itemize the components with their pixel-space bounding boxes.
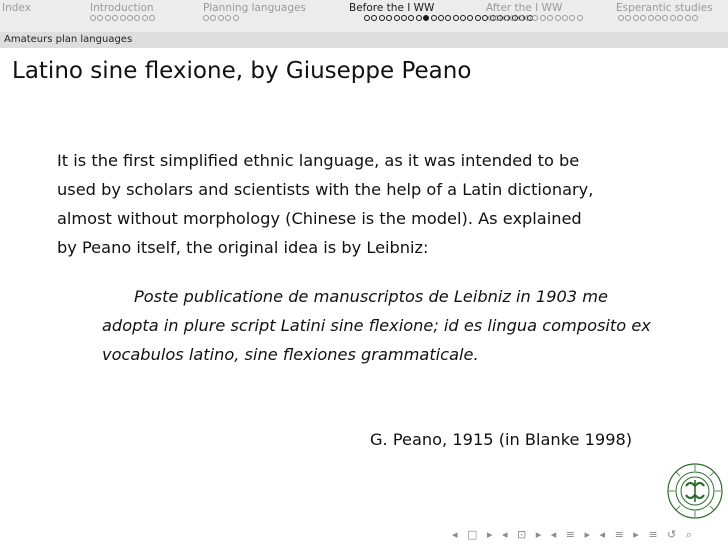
section-icon[interactable]: ≡	[565, 528, 575, 541]
nav-section-label[interactable]: Before the I WW	[349, 2, 435, 14]
body-text	[57, 146, 677, 262]
nav-section-index[interactable]	[2, 2, 31, 14]
next-frame-icon[interactable]: ▸	[486, 528, 493, 541]
frame-dot[interactable]	[371, 15, 377, 21]
frame-dot[interactable]	[460, 15, 466, 21]
frame-dot[interactable]	[97, 15, 103, 21]
frame-dot[interactable]	[510, 15, 516, 21]
frame-icon[interactable]: □	[467, 528, 478, 541]
frame-dot[interactable]	[445, 15, 451, 21]
frame-dot[interactable]	[127, 15, 133, 21]
search-icon[interactable]: ⌕	[685, 528, 692, 541]
frame-dot[interactable]	[379, 15, 385, 21]
frame-dot[interactable]	[210, 15, 216, 21]
next-doc-icon[interactable]: ▸	[633, 528, 639, 541]
frame-dot[interactable]	[488, 15, 494, 21]
prev-section-icon[interactable]: ◂	[550, 528, 557, 541]
frame-dot[interactable]	[142, 15, 148, 21]
frame-title: Latino sine flexione, by Giuseppe Peano	[12, 58, 472, 84]
frame-dot[interactable]	[577, 15, 583, 21]
body-line: used by scholars and scientists with the help of a Latin dictionary,	[57, 180, 594, 199]
subsection-bar	[0, 32, 728, 48]
nav-section-label[interactable]: Introduction	[90, 2, 154, 14]
peano-quote	[102, 282, 662, 369]
frame-dot[interactable]	[648, 15, 654, 21]
frame-dot[interactable]	[438, 15, 444, 21]
nav-section-label[interactable]: Esperantic studies	[616, 2, 713, 14]
body-line: by Peano itself, the original idea is by Leibniz:	[57, 238, 429, 257]
citation: G. Peano, 1915 (in Blanke 1998)	[370, 430, 633, 449]
frame-dot[interactable]	[203, 15, 209, 21]
prev-subsection-icon[interactable]: ◂	[501, 528, 508, 541]
current-frame-dot[interactable]	[423, 15, 429, 21]
frame-dots-after-the-i-ww	[488, 15, 584, 25]
subsection-title: Amateurs plan languages	[4, 34, 133, 45]
prev-frame-icon[interactable]: ◂	[452, 528, 458, 541]
nav-section-label[interactable]: After the I WW	[486, 2, 563, 14]
frame-dot[interactable]	[401, 15, 407, 21]
frame-dot[interactable]	[495, 15, 501, 21]
frame-dot[interactable]	[364, 15, 370, 21]
nav-section-introduction[interactable]	[90, 2, 154, 14]
back-icon[interactable]: ↺	[667, 528, 677, 541]
frame-dot[interactable]	[120, 15, 126, 21]
frame-dot[interactable]	[562, 15, 568, 21]
next-section-icon[interactable]: ▸	[584, 528, 591, 541]
frame-dot[interactable]	[655, 15, 661, 21]
frame-dot[interactable]	[677, 15, 683, 21]
frame-dot[interactable]	[394, 15, 400, 21]
nav-section-before-the-i-ww[interactable]	[349, 2, 434, 14]
university-seal-icon	[666, 462, 724, 520]
nav-section-esperantic-studies[interactable]	[616, 2, 713, 14]
frame-dot[interactable]	[112, 15, 118, 21]
appendix-icon[interactable]: ≡	[648, 528, 658, 541]
frame-dot[interactable]	[233, 15, 239, 21]
frame-dot[interactable]	[547, 15, 553, 21]
frame-dot[interactable]	[475, 15, 481, 21]
frame-dots-esperantic-studies	[618, 15, 699, 25]
prev-doc-icon[interactable]: ◂	[599, 528, 606, 541]
frame-dot[interactable]	[134, 15, 140, 21]
frame-dot[interactable]	[90, 15, 96, 21]
subsection-icon[interactable]: ⊡	[517, 528, 527, 541]
nav-section-planning-languages[interactable]	[203, 2, 306, 14]
frame-dot[interactable]	[386, 15, 392, 21]
frame-dot[interactable]	[540, 15, 546, 21]
frame-dot[interactable]	[555, 15, 561, 21]
frame-dot[interactable]	[453, 15, 459, 21]
frame-dot[interactable]	[408, 15, 414, 21]
frame-dot[interactable]	[525, 15, 531, 21]
nav-section-after-the-i-ww[interactable]	[486, 2, 562, 14]
frame-dot[interactable]	[692, 15, 698, 21]
frame-dots-planning-languages	[203, 15, 240, 25]
frame-dot[interactable]	[670, 15, 676, 21]
quote-text: Poste publicatione de manuscriptos de Leibniz in 1903 me adopta in plure script Latini sine flexione; id es lingua composito ex vocabulos latino, sine flexiones grammaticale.	[102, 287, 651, 364]
frame-dot[interactable]	[532, 15, 538, 21]
frame-dot[interactable]	[431, 15, 437, 21]
frame-dot[interactable]	[662, 15, 668, 21]
frame-dot[interactable]	[105, 15, 111, 21]
beamer-navigation-symbols[interactable]	[452, 528, 698, 542]
frame-dot[interactable]	[225, 15, 231, 21]
frame-dot[interactable]	[416, 15, 422, 21]
frame-dot[interactable]	[618, 15, 624, 21]
next-subsection-icon[interactable]: ▸	[535, 528, 542, 541]
frame-dot[interactable]	[467, 15, 473, 21]
section-navigation-bar	[0, 0, 728, 32]
doc-icon[interactable]: ≡	[614, 528, 624, 541]
frame-dot[interactable]	[640, 15, 646, 21]
frame-dot[interactable]	[633, 15, 639, 21]
frame-dot[interactable]	[149, 15, 155, 21]
frame-dot[interactable]	[218, 15, 224, 21]
body-line: almost without morphology (Chinese is the model). As explained	[57, 209, 582, 228]
frame-dot[interactable]	[569, 15, 575, 21]
body-line: It is the first simplified ethnic language, as it was intended to be	[57, 151, 580, 170]
frame-dot[interactable]	[685, 15, 691, 21]
nav-section-label[interactable]: Planning languages	[203, 2, 306, 14]
frame-dots-introduction	[90, 15, 157, 25]
frame-dot[interactable]	[503, 15, 509, 21]
frame-dot[interactable]	[625, 15, 631, 21]
nav-section-label[interactable]: Index	[2, 2, 31, 14]
frame-dot[interactable]	[518, 15, 524, 21]
